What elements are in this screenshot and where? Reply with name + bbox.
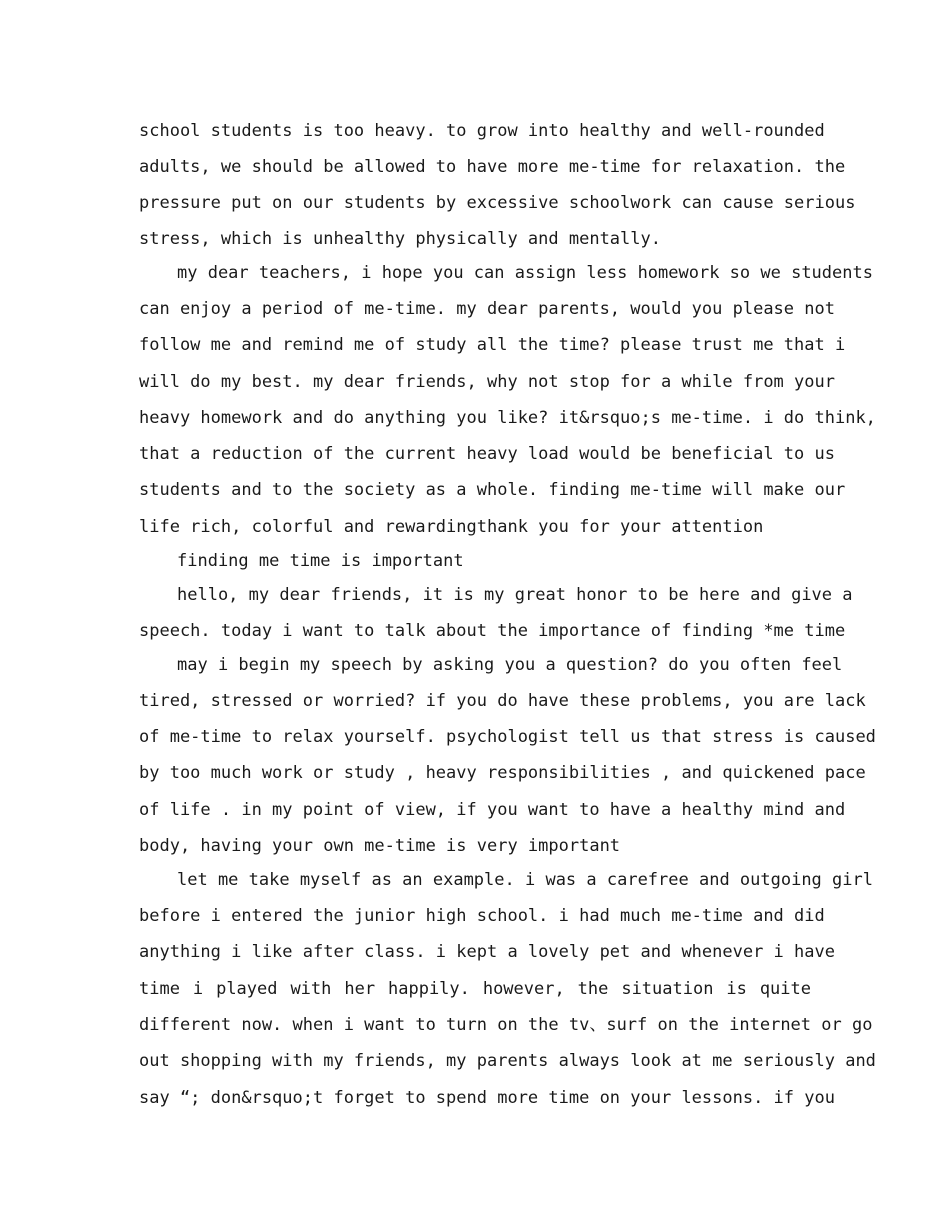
text-line: body, having your own me-time is very important	[139, 836, 621, 856]
text-line: can enjoy a period of me-time. my dear parents, would you please not	[139, 299, 835, 319]
text-line: hello, my dear friends, it is my great honor to be here and give a	[177, 585, 853, 605]
text-line: my dear teachers, i hope you can assign less homework so we students	[177, 263, 873, 283]
text-line: speech. today i want to talk about the importance of finding *me time	[139, 621, 846, 641]
text-line: pressure put on our students by excessive schoolwork can cause serious	[139, 193, 856, 213]
text-line: tired, stressed or worried? if you do have these problems, you are lack	[139, 691, 866, 711]
text-line: anything i like after class. i kept a lovely pet and whenever i have	[139, 942, 835, 962]
section-heading: finding me time is important	[177, 551, 464, 571]
text-line: out shopping with my friends, my parents always look at me seriously and	[139, 1051, 876, 1071]
text-line: adults, we should be allowed to have more me-time for relaxation. the	[139, 157, 846, 177]
text-line: of life . in my point of view, if you want to have a healthy mind and	[139, 800, 846, 820]
text-line: before i entered the junior high school. i had much me-time and did	[139, 906, 825, 926]
text-line: different now. when i want to turn on the tv、surf on the internet or go	[139, 1015, 873, 1035]
text-line: time i played with her happily. however, the situation is quite	[139, 979, 811, 999]
text-line: by too much work or study , heavy responsibilities , and quickened pace	[139, 763, 866, 783]
text-line: that a reduction of the current heavy load would be beneficial to us	[139, 444, 835, 464]
text-line: let me take myself as an example. i was a carefree and outgoing girl	[177, 870, 873, 890]
text-line: heavy homework and do anything you like? it&rsquo;s me-time. i do think,	[139, 408, 876, 428]
text-line: students and to the society as a whole. finding me-time will make our	[139, 480, 846, 500]
text-line: of me-time to relax yourself. psychologist tell us that stress is caused	[139, 727, 876, 747]
text-line: say “; don&rsquo;t forget to spend more time on your lessons. if you	[139, 1088, 835, 1108]
text-line: may i begin my speech by asking you a question? do you often feel	[177, 655, 843, 675]
text-line: follow me and remind me of study all the time? please trust me that i	[139, 335, 846, 355]
text-line: school students is too heavy. to grow into healthy and well-rounded	[139, 121, 825, 141]
text-line: life rich, colorful and rewardingthank you for your attention	[139, 517, 764, 537]
text-line: will do my best. my dear friends, why not stop for a while from your	[139, 372, 835, 392]
text-line: stress, which is unhealthy physically and mentally.	[139, 229, 661, 249]
